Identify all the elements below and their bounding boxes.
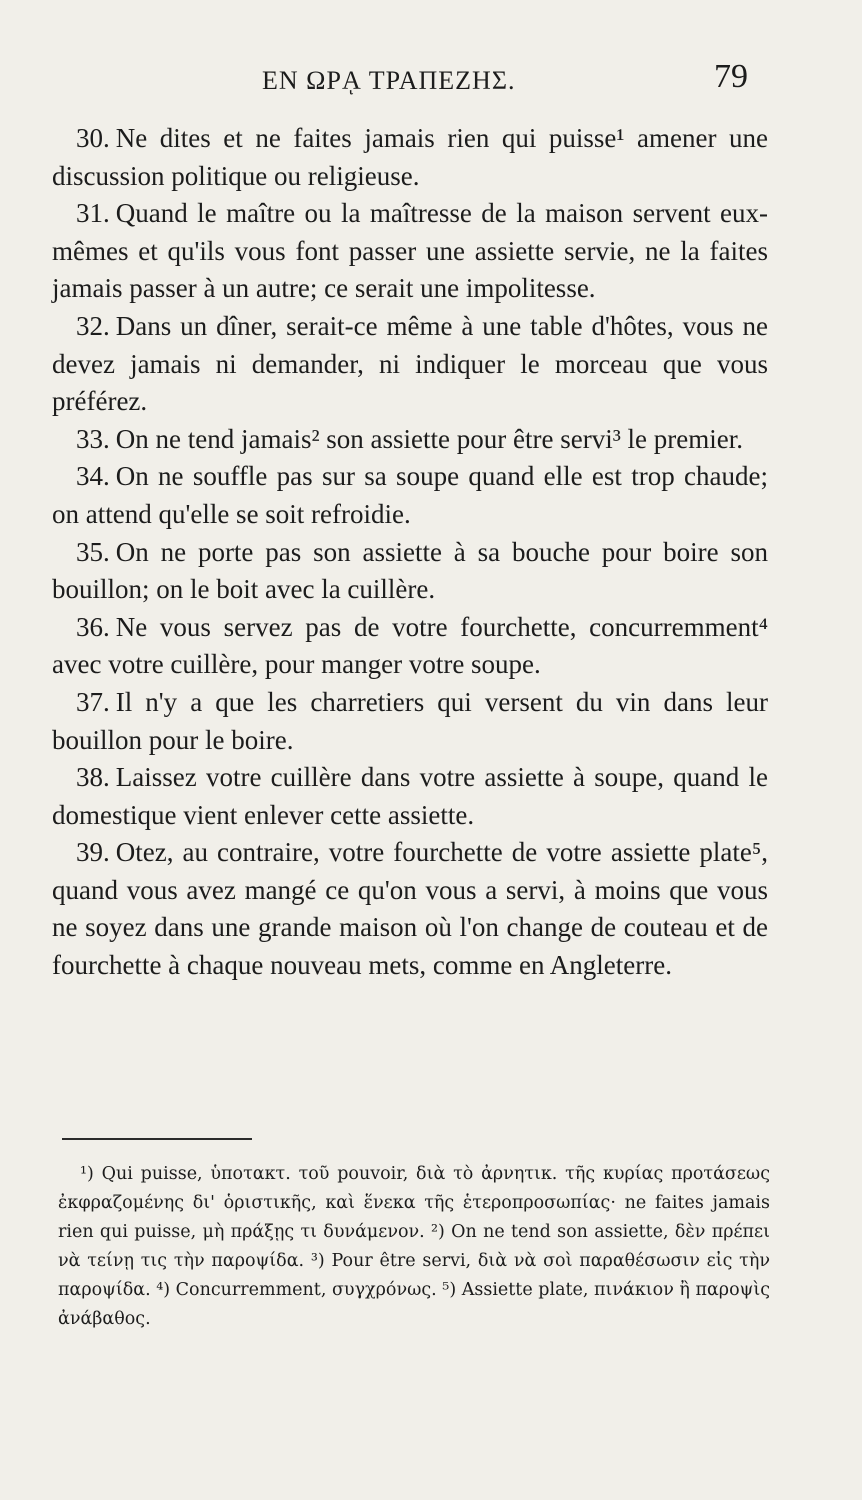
rule-item: 34. On ne souffle pas sur sa soupe quand elle est trop chaude; on attend qu'elle se soit refroidie.: [52, 461, 768, 529]
rule-item: 37. Il n'y a que les charretiers qui versent du vin dans leur bouillon pour le boire.: [52, 686, 768, 755]
rules-list: [52, 120, 768, 985]
rule-item: 36. Ne vous servez pas de votre fourchette, concurremment⁴ avec votre cuillère, pour manger votre soupe.: [52, 611, 768, 680]
rule-item: 38. Laissez votre cuillère dans votre assiette à soupe, quand le domestique vient enlever cette assiette.: [52, 762, 768, 830]
rule-item: 30. Ne dites et ne faites jamais rien qui puisse¹ amener une discussion politique ou religieuse.: [52, 123, 768, 191]
footnotes: [58, 1160, 770, 1334]
rule-item: 33. On ne tend jamais² son assiette pour être servi³ le premier.: [76, 423, 743, 454]
footnote-divider: [62, 1138, 252, 1140]
page-header: [0, 58, 862, 98]
running-title: ΕΝ ΩΡᾼ ΤΡΑΠΕΖΗΣ.: [262, 66, 516, 95]
rule-item: 35. On ne porte pas son assiette à sa bouche pour boire son bouillon; on le boit avec la cuillère.: [52, 536, 768, 605]
footnotes-text: ¹) Qui puisse, ὑποτακτ. τοῦ pouvoir, διὰ τὸ ἀρνητικ. τῆς κυρίας προτάσεως ἐκφραζομένης δι' ὁριστικῆς, καὶ ἕνεκα τῆς ἑτεροπροσωπίας· ne faites jamais rien qui puisse, μὴ πράξῃς τι δυνάμενον. ²) On ne tend son assiette, δὲν πρέπει νὰ τείνῃ τις τὴν παροψίδα. ³) Pour être servi, διὰ νὰ σοὶ παραθέσωσιν εἰς τὴν παροψίδα. ⁴) Concurremment, συγχρόνως. ⁵) Assiette plate, πινάκιον ἢ παροψὶς ἀνάβαθος.: [58, 1164, 770, 1329]
page-number: 79: [714, 58, 748, 95]
rule-item: 39. Otez, au contraire, votre fourchette de votre assiette plate⁵, quand vous avez mangé ce qu'on vous a servi, à moins que vous ne soyez dans une grande maison où l'on change de couteau et de fourchette à chaque nouveau mets, comme en Angleterre.: [52, 837, 768, 981]
rule-item: 32. Dans un dîner, serait-ce même à une table d'hôtes, vous ne devez jamais ni demander, ni indiquer le morceau que vous préférez.: [52, 310, 768, 417]
rule-item: 31. Quand le maître ou la maîtresse de la maison servent eux-mêmes et qu'ils vous font passer une assiette servie, ne la faites jamais passer à un autre; ce serait une impolitesse.: [52, 198, 768, 304]
